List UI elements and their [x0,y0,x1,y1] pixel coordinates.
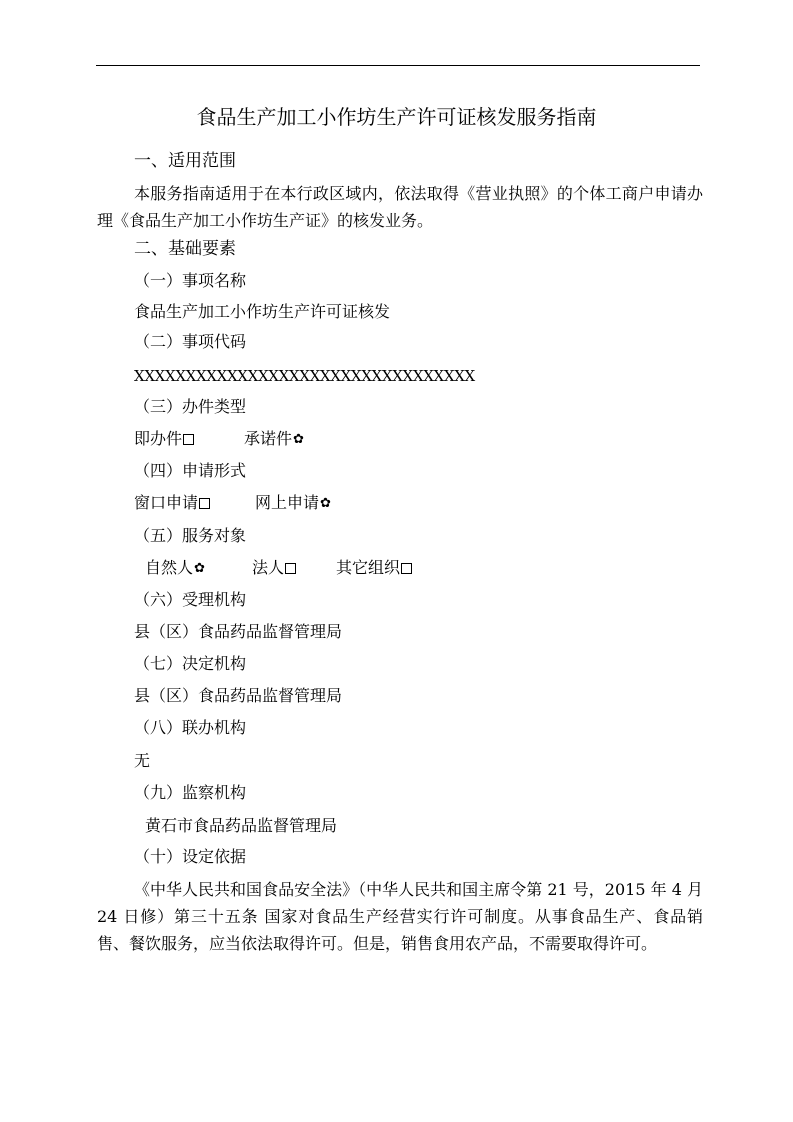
item-code-label: （二）事项代码 [134,332,247,351]
apply-form-option-online [255,493,331,514]
checked-flower-icon: ✿ [320,496,331,511]
item-name-value: 食品生产加工小作坊生产许可证核发 [134,302,391,321]
joint-agency-value: 无 [134,751,151,770]
service-target-option-legal [252,558,296,578]
legal-basis-label: （十）设定依据 [134,847,247,866]
supervision-agency-label: （九）监察机构 [134,783,247,802]
item-name-label: （一）事项名称 [134,271,247,290]
decision-agency-value: 县（区）食品药品监督管理局 [134,686,343,705]
section-heading-basics: 二、基础要素 [134,239,236,259]
option-text: 网上申请 [255,493,320,512]
accept-agency-label: （六）受理机构 [134,590,247,609]
option-text: 其它组织 [336,558,401,577]
service-target-label: （五）服务对象 [134,526,247,545]
service-target-option-person [145,558,205,579]
option-text: 自然人 [145,558,194,577]
section-heading-scope: 一、适用范围 [134,151,236,171]
service-target-option-other [336,558,412,578]
option-text: 即办件 [134,429,183,448]
joint-agency-label: （八）联办机构 [134,718,247,737]
decision-agency-label: （七）决定机构 [134,654,247,673]
header-rule [96,65,700,66]
unchecked-box-icon [183,434,194,445]
unchecked-box-icon [199,498,210,509]
option-text: 窗口申请 [134,493,199,512]
option-text: 承诺件 [244,429,293,448]
accept-agency-value: 县（区）食品药品监督管理局 [134,622,343,641]
unchecked-box-icon [401,563,412,574]
checked-flower-icon: ✿ [194,561,205,576]
item-code-value: XXXXXXXXXXXXXXXXXXXXXXXXXXXXXXXXX [134,367,475,385]
scope-paragraph: 本服务指南适用于在本行政区域内，依法取得《营业执照》的个体工商户申请办理《食品生产加工小作坊生产证》的核发业务。 [97,184,703,230]
checked-flower-icon: ✿ [293,432,304,447]
apply-form-label: （四）申请形式 [134,461,247,480]
handle-type-label: （三）办件类型 [134,397,247,416]
handle-type-option-promise [244,429,304,450]
document-title: 食品生产加工小作坊生产许可证核发服务指南 [196,105,597,129]
apply-form-option-window [134,493,210,513]
handle-type-option-instant [134,429,194,449]
unchecked-box-icon [285,563,296,574]
legal-basis-paragraph: 《中华人民共和国食品安全法》（中华人民共和国主席令第 21 号，2015 年 4 月 24 日修）第三十五条 国家对食品生产经营实行许可制度。从事食品生产、食品销售、餐饮服务，应当依法取得许可。但是，销售食用农产品，不需要取得许可。 [97,880,703,953]
option-text: 法人 [252,558,285,577]
supervision-agency-value: 黄石市食品药品监督管理局 [145,816,338,835]
